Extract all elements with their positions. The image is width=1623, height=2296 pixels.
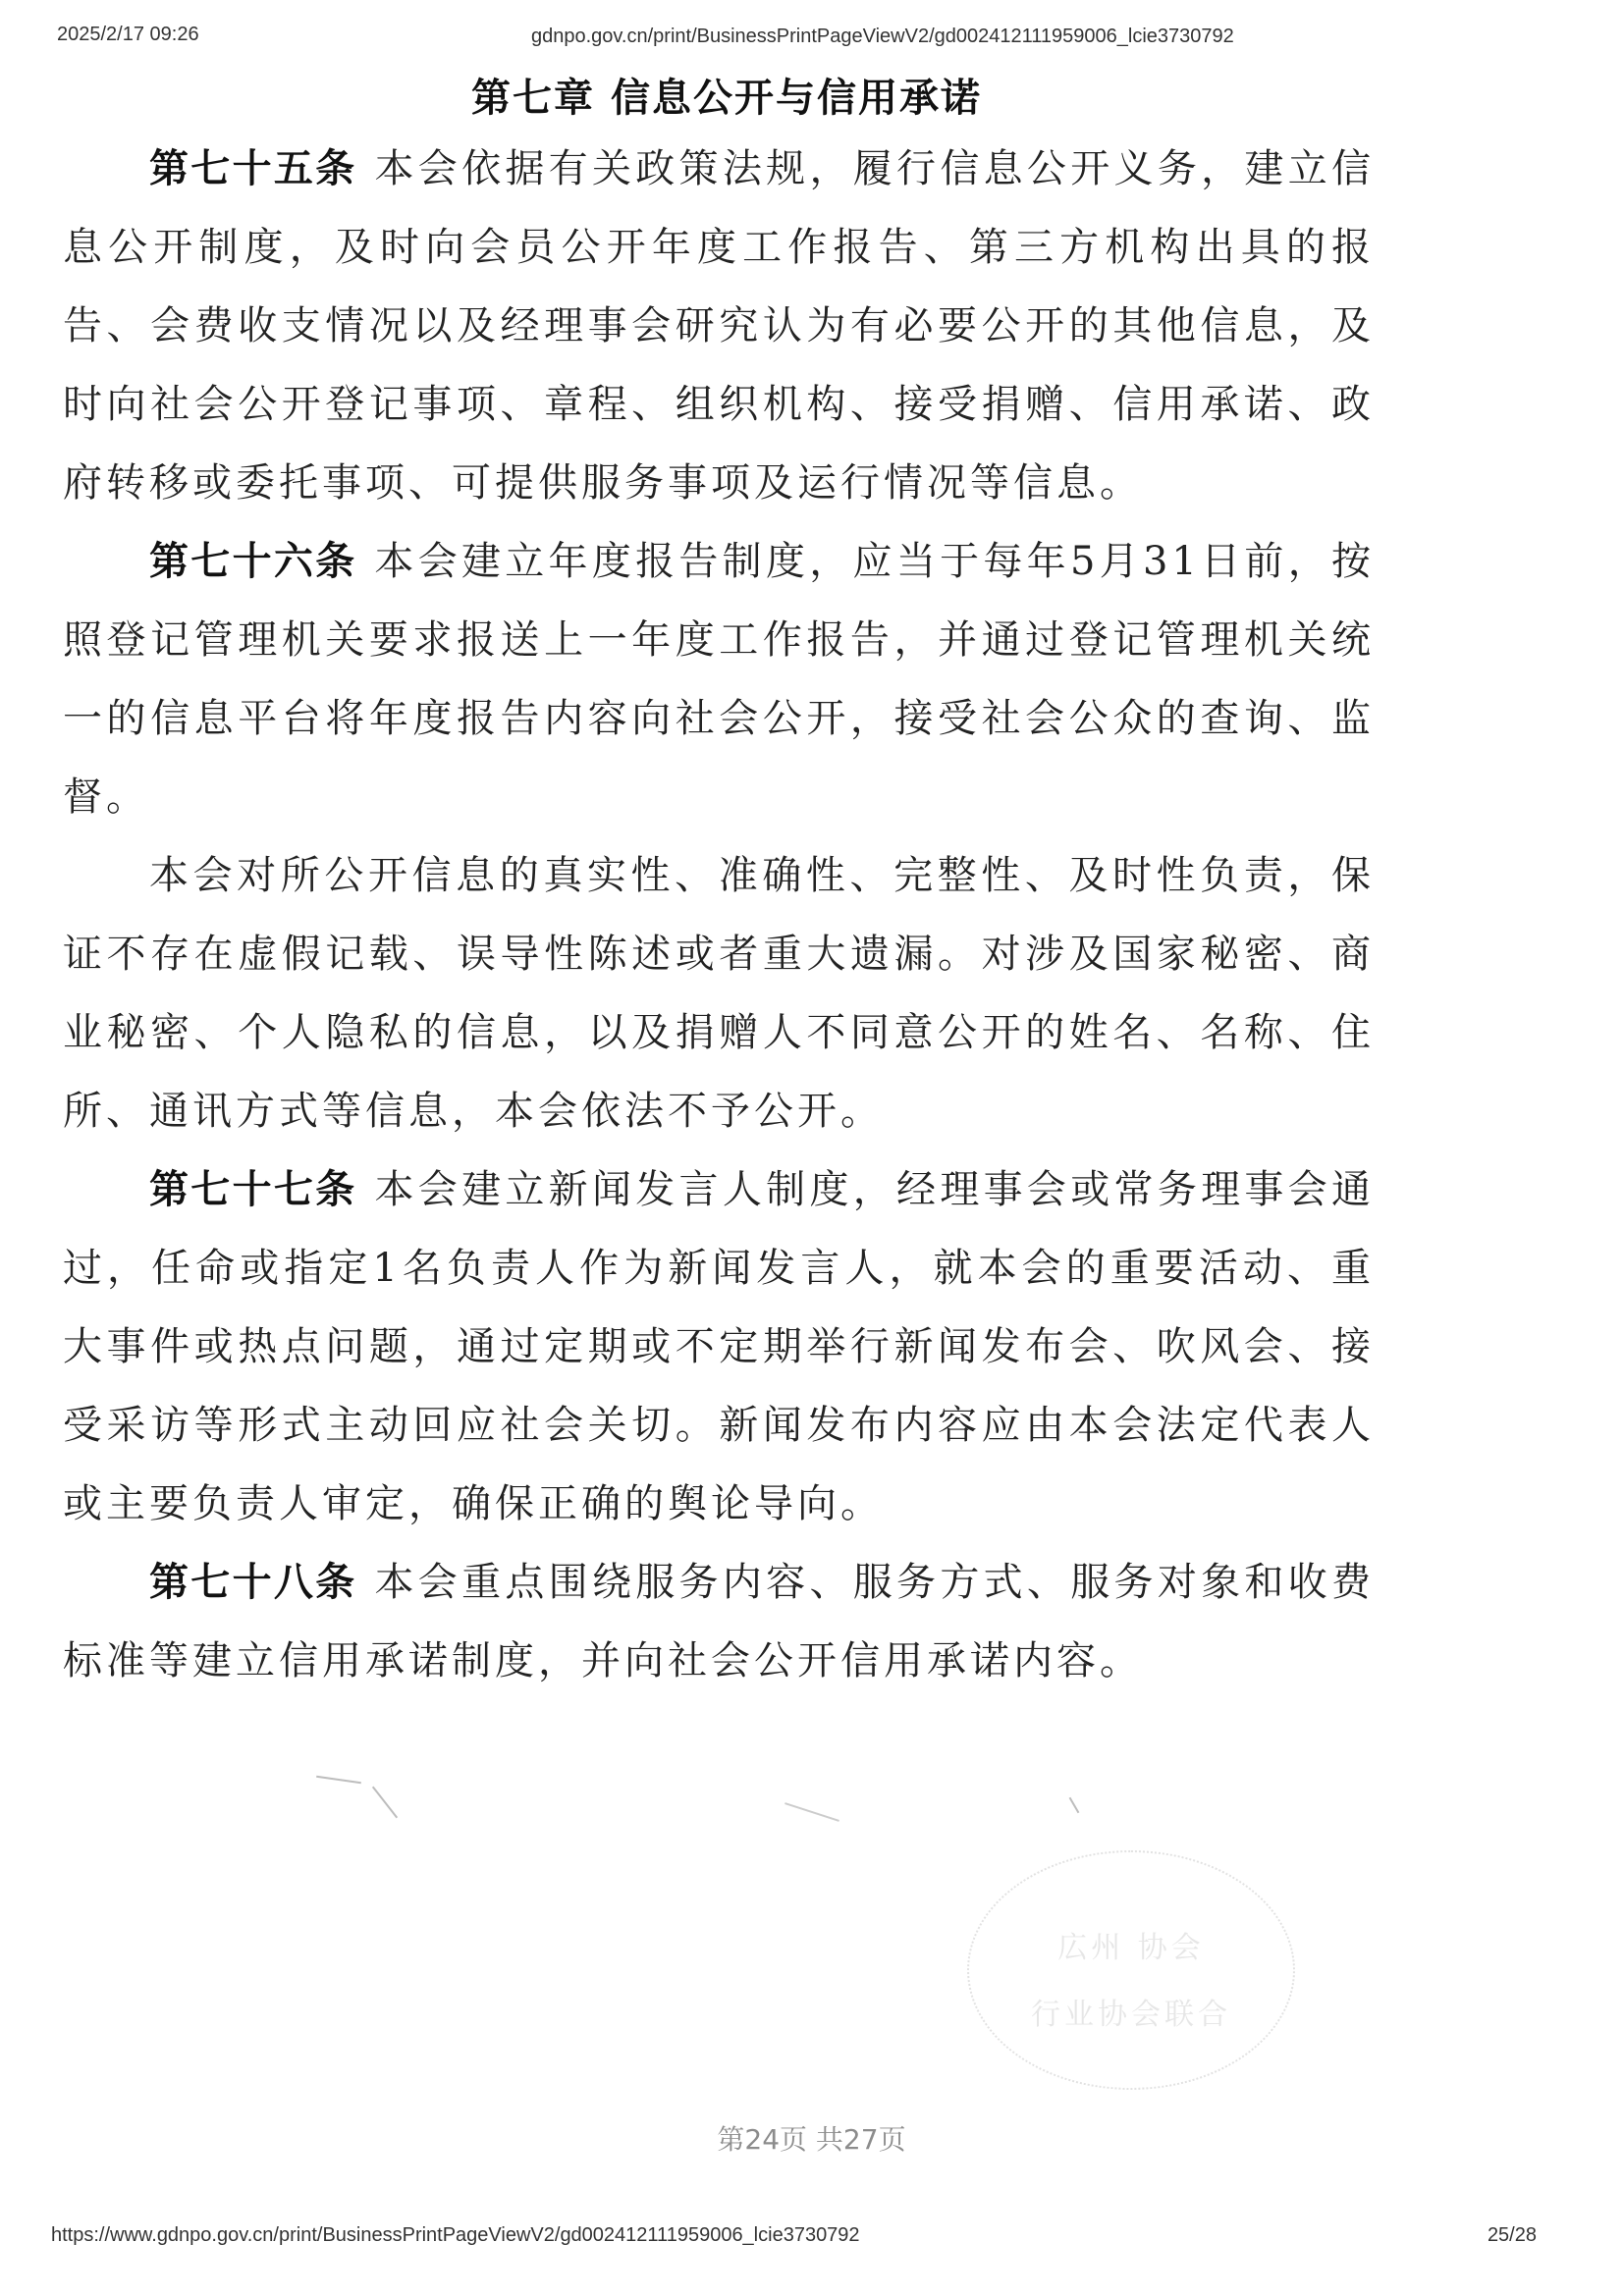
- browser-print-header: [57, 24, 1566, 53]
- article-label: 第七十五条: [149, 146, 357, 191]
- scan-artifact: [316, 1776, 361, 1784]
- scan-artifact: [1069, 1797, 1080, 1814]
- article-78: [63, 1543, 1375, 1700]
- faded-seal-stamp: [967, 1850, 1295, 2090]
- document-page-number: 第24页 共27页: [717, 2123, 906, 2156]
- article-75: [63, 130, 1375, 522]
- chapter-title: 第七章 信息公开与信用承诺: [471, 76, 982, 121]
- document-body: [63, 130, 1375, 1700]
- article-76: [63, 522, 1375, 836]
- article-text: 本会重点围绕服务内容、服务方式、服务对象和收费标准等建立信用承诺制度，并向社会公开信用承诺内容。: [63, 1560, 1376, 1683]
- article-label: 第七十七条: [149, 1167, 357, 1212]
- article-text: 本会建立新闻发言人制度，经理事会或常务理事会通过，任命或指定1名负责人作为新闻发言人，就本会的重要活动、重大事件或热点问题，通过定期或不定期举行新闻发布会、吹风会、接受采访等形式主动回应社会关切。新闻发布内容应由本会法定代表人或主要负责人审定，确保正确的舆论导向。: [63, 1167, 1376, 1526]
- article-76-continued: [63, 836, 1375, 1150]
- article-text: 本会建立年度报告制度，应当于每年5月31日前，按照登记管理机关要求报送上一年度工作报告，并通过登记管理机关统一的信息平台将年度报告内容向社会公开，接受社会公众的查询、监督。: [63, 539, 1375, 820]
- article-label: 第七十六条: [149, 539, 357, 584]
- print-timestamp: 2025/2/17 09:26: [57, 24, 199, 45]
- print-page-counter: 25/28: [1487, 2224, 1537, 2246]
- article-text: 本会依据有关政策法规，履行信息公开义务，建立信息公开制度，及时向会员公开年度工作报告、第三方机构出具的报告、会费收支情况以及经理事会研究认为有必要公开的其他信息，及时向社会公开登记事项、章程、组织机构、接受捐赠、信用承诺、政府转移或委托事项、可提供服务事项及运行情况等信息。: [63, 146, 1376, 506]
- article-label: 第七十八条: [149, 1560, 357, 1605]
- article-77: [63, 1150, 1375, 1543]
- print-header-url: gdnpo.gov.cn/print/BusinessPrintPageViewV2/gd002412111959006_lcie3730792: [531, 26, 1234, 47]
- scan-artifact: [372, 1787, 398, 1819]
- print-footer-url: https://www.gdnpo.gov.cn/print/BusinessPrintPageViewV2/gd002412111959006_lcie3730792: [51, 2224, 860, 2246]
- browser-print-footer: [51, 2224, 1537, 2254]
- stamp-text: 広州 协会: [1057, 1931, 1205, 1965]
- article-text: 本会对所公开信息的真实性、准确性、完整性、及时性负责，保证不存在虚假记载、误导性陈述或者重大遗漏。对涉及国家秘密、商业秘密、个人隐私的信息，以及捐赠人不同意公开的姓名、名称、住所、通讯方式等信息，本会依法不予公开。: [63, 853, 1375, 1134]
- stamp-text: 行业协会联合: [1031, 1998, 1231, 2032]
- scan-artifact: [784, 1802, 839, 1822]
